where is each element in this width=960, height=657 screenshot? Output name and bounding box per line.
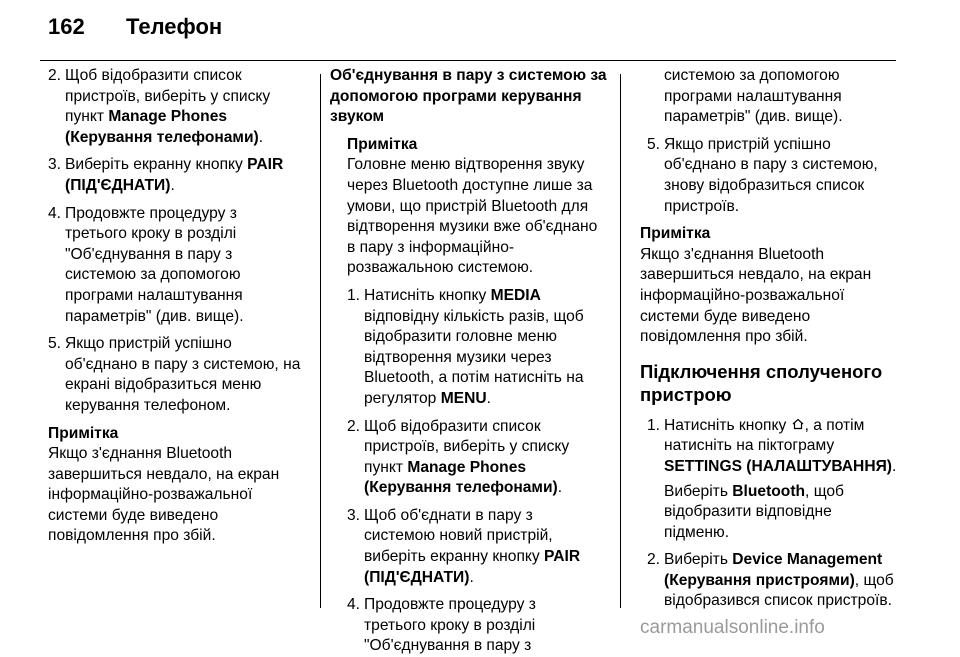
- note-block: Примітка Головне меню відтворення звуку через Bluetooth доступне лише за умови, що пристрій Bluetooth для відтворення музики вже об'єднано в пару з інформаційно- розважальною системою.: [347, 135, 598, 277]
- watermark: carmanualsonline.info: [640, 617, 825, 638]
- list-item: 4. Продовжте процедуру з третього кроку в розділі "Об'єднування в пару з системою за допомогою програми налаштування параметрів" (див. вище).: [48, 204, 244, 325]
- list-item: 1. Натисніть кнопку MEDIA відповідну кількість разів, щоб відобразити головне меню відтворення музики через Bluetooth, а потім натисніть на регулятор MENU.: [347, 286, 584, 407]
- list-item: 2. Щоб відобразити список пристроїв, виберіть у списку пункт Manage Phones (Керування телефонами).: [48, 67, 271, 146]
- continued-text: системою за допомогою програми налаштування параметрів" (див. вище).: [664, 67, 843, 126]
- note-block: Примітка Якщо з'єднання Bluetooth завершиться невдало, на екран інформаційно-розважальної системи буде виведено повідомлення про збій.: [48, 424, 280, 545]
- column-divider-2: [620, 74, 621, 608]
- list-item: 1. Натисніть кнопку , а потім натисніть на піктограму SETTINGS (НАЛАШТУВАННЯ).: [647, 416, 897, 475]
- list-item: 5. Якщо пристрій успішно об'єднано в пару з системою, знову відобразиться список пристроїв.: [647, 135, 878, 215]
- page-number: 162: [48, 14, 85, 39]
- column-3: [640, 66, 922, 612]
- note-block: Примітка Якщо з'єднання Bluetooth завершиться невдало, на екран інформаційно-розважальної системи буде виведено повідомлення про збій.: [640, 225, 872, 346]
- column-divider-1: [320, 74, 321, 608]
- list-item: 2. Щоб відобразити список пристроїв, виберіть у списку пункт Manage Phones (Керування телефонами).: [347, 417, 570, 497]
- section-heading: Підключення сполученого пристрою: [640, 360, 883, 405]
- section-heading: Об'єднування в пару з системою за допомогою програми керування звуком: [330, 67, 607, 126]
- list-item: 4. Продовжте процедуру з третього кроку в розділі "Об'єднування в пару з: [347, 596, 536, 655]
- home-icon: [791, 416, 805, 437]
- list-item: 2. Виберіть Device Management (Керування пристроями), щоб відобразився список пристроїв.: [647, 551, 894, 610]
- column-1: [48, 66, 310, 547]
- list-item: 5. Якщо пристрій успішно об'єднано в пару з системою, на екрані відобразиться меню керування телефоном.: [48, 335, 301, 414]
- column-2: [330, 66, 610, 657]
- list-item: 3. Виберіть екранну кнопку PAIR (ПІД'ЄДНАТИ).: [48, 156, 284, 194]
- list-item: 3. Щоб об'єднати в пару з системою новий пристрій, виберіть екранну кнопку PAIR (ПІД'ЄДНАТИ).: [347, 506, 581, 586]
- header-rule: [40, 60, 896, 61]
- list-item-continuation: Виберіть Bluetooth, щоб відобразити відповідне підменю.: [664, 482, 844, 541]
- page-title: Телефон: [126, 14, 223, 39]
